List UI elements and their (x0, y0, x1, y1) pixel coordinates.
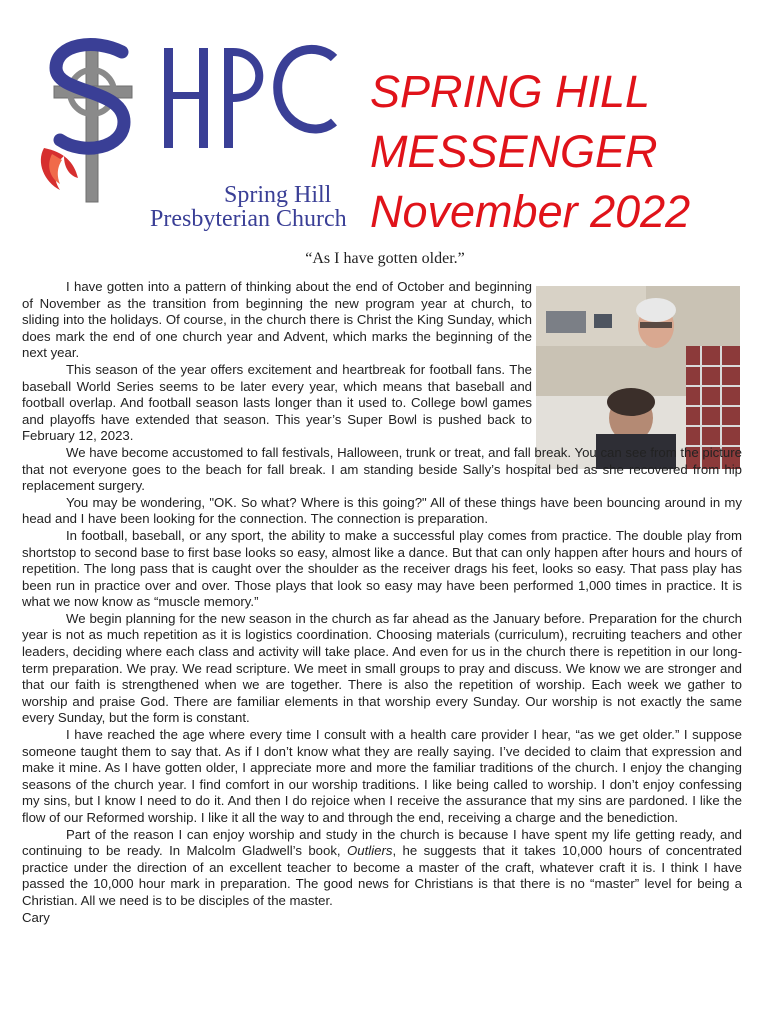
article-paragraph: I have reached the age where every time I consult with a health care provider I hear, “as we get older.” I suppose someone taught them to say that. As if I don’t know what they are really saying. I’ve decided to claim that expression and make it mine. As I have gotten older, I appreciate more and more the familiar traditions of the church. I enjoy the changing seasons of the church year. I find comfort in our worship traditions. I like being called to worship. I don’t enjoy confessing my sins, but I know I need to do it. And then I do rejoice when I receive the assurance that my sins are pardoned. I like the flow of our Reformed worship. I like it all the way to and through the end, receiving a charge and the benediction. (22, 727, 742, 825)
masthead-line-2: MESSENGER (370, 126, 658, 177)
book-title: Outliers (347, 843, 393, 859)
paragraph-text-before: Part of the reason I can enjoy worship and study in the church is because I have spent my life getting ready, and continuing to be ready. In Malcolm Gladwell’s book, (22, 826, 742, 859)
article-body (22, 279, 742, 926)
newsletter-masthead (370, 62, 760, 242)
article-paragraph: I have gotten into a pattern of thinking about the end of October and beginning of November as the transition from beginning the new program year at church, to sliding into the holidays. Of course, in the church there is Christ the King Sunday, which does mark the end of one church year and Advent, which marks the beginning of the next year. (22, 279, 532, 361)
shpc-monogram-icon (34, 36, 364, 206)
article-paragraph: We have become accustomed to fall festivals, Halloween, trunk or treat, and fall break. You can see from the picture that not everyone goes to the beach for fall break. I am standing beside Sally’s hospital bed as she recovered from hip replacement surgery. (22, 444, 742, 494)
church-logo (34, 36, 364, 232)
article-signoff: Cary (22, 909, 50, 925)
article-paragraph: In football, baseball, or any sport, the ability to make a successful play comes from practice. The double play from shortstop to second base to first base looks so easy, almost like a dance. But that can only happen after hours and hours of repetition. The long pass that is caught over the shoulder as the receiver drags his feet, looks so easy. That pass play has been run in practice over and over. Those plays that look so easy may have been performed 1,000 times in practice. It is what we now know as “muscle memory.” (22, 527, 742, 610)
paragraph-text-after: , he suggests that it takes 10,000 hours of concentrated practice under the direction of an excellent teacher to become a master of the craft, whatever craft it is. I think I have passed the 10,000 hour mark in preparation. The good news for Christians is that there is no “master” level for being a Christian. All we need is to be disciples of the master. (22, 843, 742, 908)
article-paragraph: We begin planning for the new season in the church as far ahead as the January before. Preparation for the church year is not as much repetition as it is logistics coordination. Choosing materials (curriculum), recruiting teachers and other leaders, deciding where each class and activity will take place. And even for us in the church there is repetition in our long-term preparation. We pray. We read scripture. We meet in small groups to pray and discuss. We know we are stronger and that our faith is strengthened when we are together. There is also the repetition of worship. Each week we gather to worship and praise God. There are familiar elements in that worship every Sunday. Our worship is not exactly the same every Sunday, but the form is constant. (22, 610, 742, 726)
masthead-issue-date: November 2022 (370, 186, 691, 237)
article-paragraph: This season of the year offers excitement and heartbreak for football fans. The baseball World Series seems to be later every year, which means that baseball and football overlap. And football season lasts longer than it used to. College bowl games and playoffs have extended that season. This year’s Super Bowl is pushed back to February 12, 2023. (22, 361, 532, 444)
logo-text-spring-hill: Spring Hill (224, 182, 332, 208)
logo-text-presbyterian-church: Presbyterian Church (150, 206, 347, 232)
article-paragraph: You may be wondering, "OK. So what? Where is this going?" All of these things have been bouncing around in my head and I have been looking for the connection. The connection is preparation. (22, 494, 742, 527)
masthead-line-1: SPRING HILL (370, 66, 651, 117)
article-title: “As I have gotten older.” (305, 250, 465, 267)
article-paragraph-last (22, 827, 742, 910)
